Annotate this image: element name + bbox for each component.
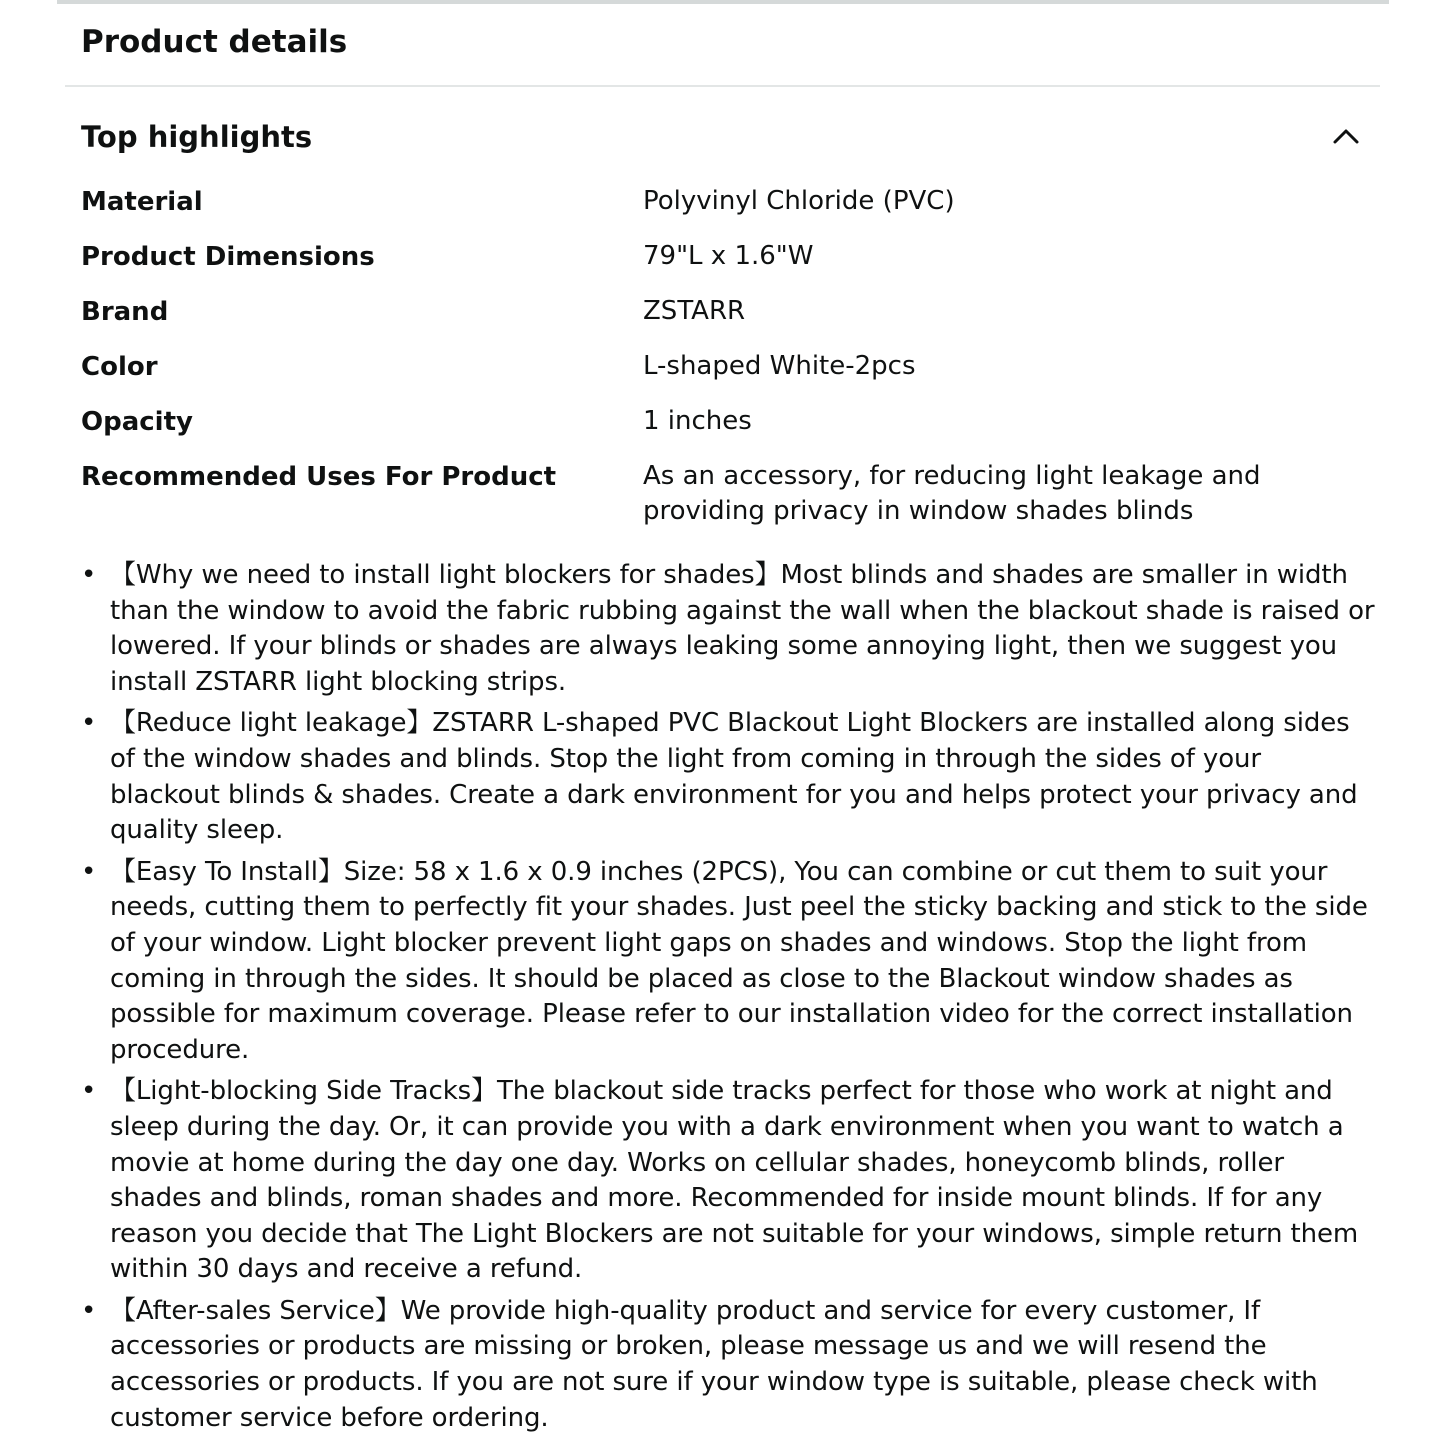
spec-row-recommended-uses (81, 455, 1371, 525)
feature-bullet: • 【After-sales Service】We provide high-quality product and service for every customer, If accessories or products are missing or broken, please message us and we will resend the accessories or products. If you are not sure if your window type is suitable, please check with customer service before ordering. (81, 1294, 1376, 1436)
spec-value: 79"L x 1.6"W (643, 241, 814, 271)
top-highlights-toggle[interactable] (81, 112, 1371, 162)
spec-label: Brand (81, 297, 169, 327)
spec-row-material (81, 180, 1371, 235)
spec-row-opacity (81, 400, 1371, 455)
spec-row-dimensions (81, 235, 1371, 290)
spec-row-brand (81, 290, 1371, 345)
feature-bullet: • 【Why we need to install light blockers for shades】Most blinds and shades are smaller in width than the window to avoid the fabric rubbing against the wall when the blackout shade is raised or lowered. If your blinds or shades are always leaking some annoying light, then we suggest you install ZSTARR light blocking strips. (81, 558, 1376, 700)
section-title: Top highlights (81, 120, 313, 154)
section-divider (65, 85, 1380, 87)
spec-value: As an accessory, for reducing light leakage and providing privacy in window shades blinds (643, 461, 1261, 526)
spec-label: Product Dimensions (81, 242, 375, 272)
spec-table (81, 180, 1371, 525)
spec-label: Opacity (81, 407, 193, 437)
top-divider (57, 0, 1389, 4)
spec-value: L-shaped White-2pcs (643, 351, 916, 381)
spec-value: Polyvinyl Chloride (PVC) (643, 186, 955, 216)
page-title: Product details (81, 24, 348, 60)
spec-label: Color (81, 352, 158, 382)
feature-bullets (81, 558, 1376, 1442)
feature-bullet: • 【Reduce light leakage】ZSTARR L-shaped PVC Blackout Light Blockers are installed along sides of the window shades and blinds. Stop the light from coming in through the sides of your blackout blinds & shades. Create a dark environment for you and helps protect your privacy and quality sleep. (81, 706, 1376, 848)
spec-label: Material (81, 187, 203, 217)
spec-label: Recommended Uses For Product (81, 462, 557, 492)
feature-bullet: • 【Easy To Install】Size: 58 x 1.6 x 0.9 inches (2PCS), You can combine or cut them to suit your needs, cutting them to perfectly fit your shades. Just peel the sticky backing and stick to the side of your window. Light blocker prevent light gaps on shades and windows. Stop the light from coming in through the sides. It should be placed as close to the Blackout window shades as possible for maximum coverage. Please refer to our installation video for the correct installation procedure. (81, 855, 1376, 1069)
feature-bullet: • 【Light-blocking Side Tracks】The blackout side tracks perfect for those who work at night and sleep during the day. Or, it can provide you with a dark environment when you want to watch a movie at home during the day one day. Works on cellular shades, honeycomb blinds, roller shades and blinds, roman shades and more. Recommended for inside mount blinds. If for any reason you decide that The Light Blockers are not suitable for your windows, simple return them within 30 days and receive a refund. (81, 1074, 1376, 1288)
spec-value: ZSTARR (643, 296, 746, 326)
chevron-up-icon[interactable] (1331, 122, 1361, 152)
spec-row-color (81, 345, 1371, 400)
spec-value: 1 inches (643, 406, 752, 436)
